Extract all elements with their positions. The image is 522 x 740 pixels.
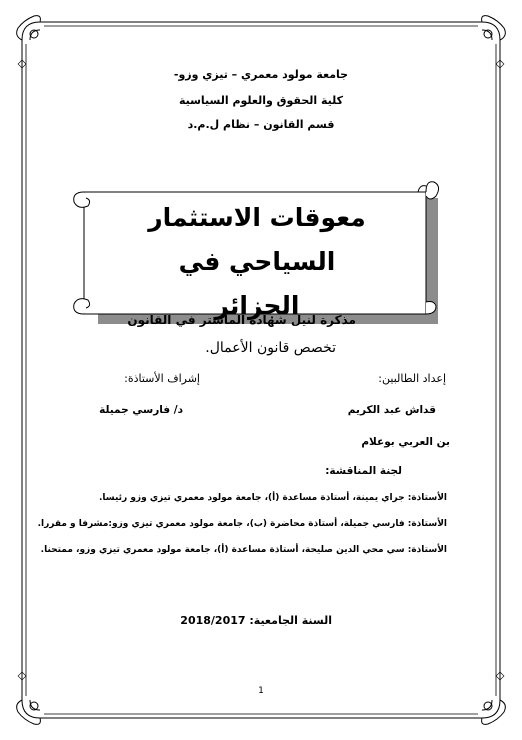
- page-number: 1: [258, 686, 264, 696]
- academic-year: السنة الجامعية: 2018/2017: [180, 614, 332, 627]
- university-name: جامعة مولود معمري – تيزي وزو-: [173, 68, 349, 81]
- committee-member-3: الأستاذة: سي محي الدين صليحة، أستاذة مساعدة (أ)، جامعة مولود معمري تيزي وزو، ممتحنا.: [40, 545, 447, 555]
- faculty-name: كلية الحقوق والعلوم السياسية: [178, 94, 344, 107]
- specialty-statement: تخصص قانون الأعمال.: [205, 340, 336, 356]
- committee-member-1: الأستاذة: جراي يمينة، أستاذة مساعدة (أ)، جامعة مولود معمري تيزي وزو رئيسا.: [99, 493, 447, 503]
- students-label: إعداد الطالبين:: [378, 372, 446, 385]
- department-name: قسم القانون – نظام ل.م.د: [187, 118, 335, 131]
- committee-label: لجنة المناقشة:: [325, 465, 402, 477]
- thesis-title-line1: معوقات الاستثمار السياحي في: [148, 203, 366, 276]
- supervisor-name: د/ فارسي جميلة: [99, 404, 183, 416]
- committee-member-2: الأستاذة: فارسي جميلة، أستاذة محاضرة (ب)، جامعة مولود معمري تيزي وزو:مشرفا و مقررا.: [37, 519, 447, 529]
- thesis-title: [92, 196, 422, 328]
- thesis-title-line2: الجزائر: [214, 291, 300, 320]
- degree-statement: مذكرة لنيل شهادة الماستر في القانون: [127, 313, 356, 327]
- student-name-1: قداش عبد الكريم: [347, 404, 436, 416]
- supervisor-label: إشراف الأستاذة:: [124, 372, 200, 385]
- student-name-2: بن العربي بوعلام: [361, 436, 450, 448]
